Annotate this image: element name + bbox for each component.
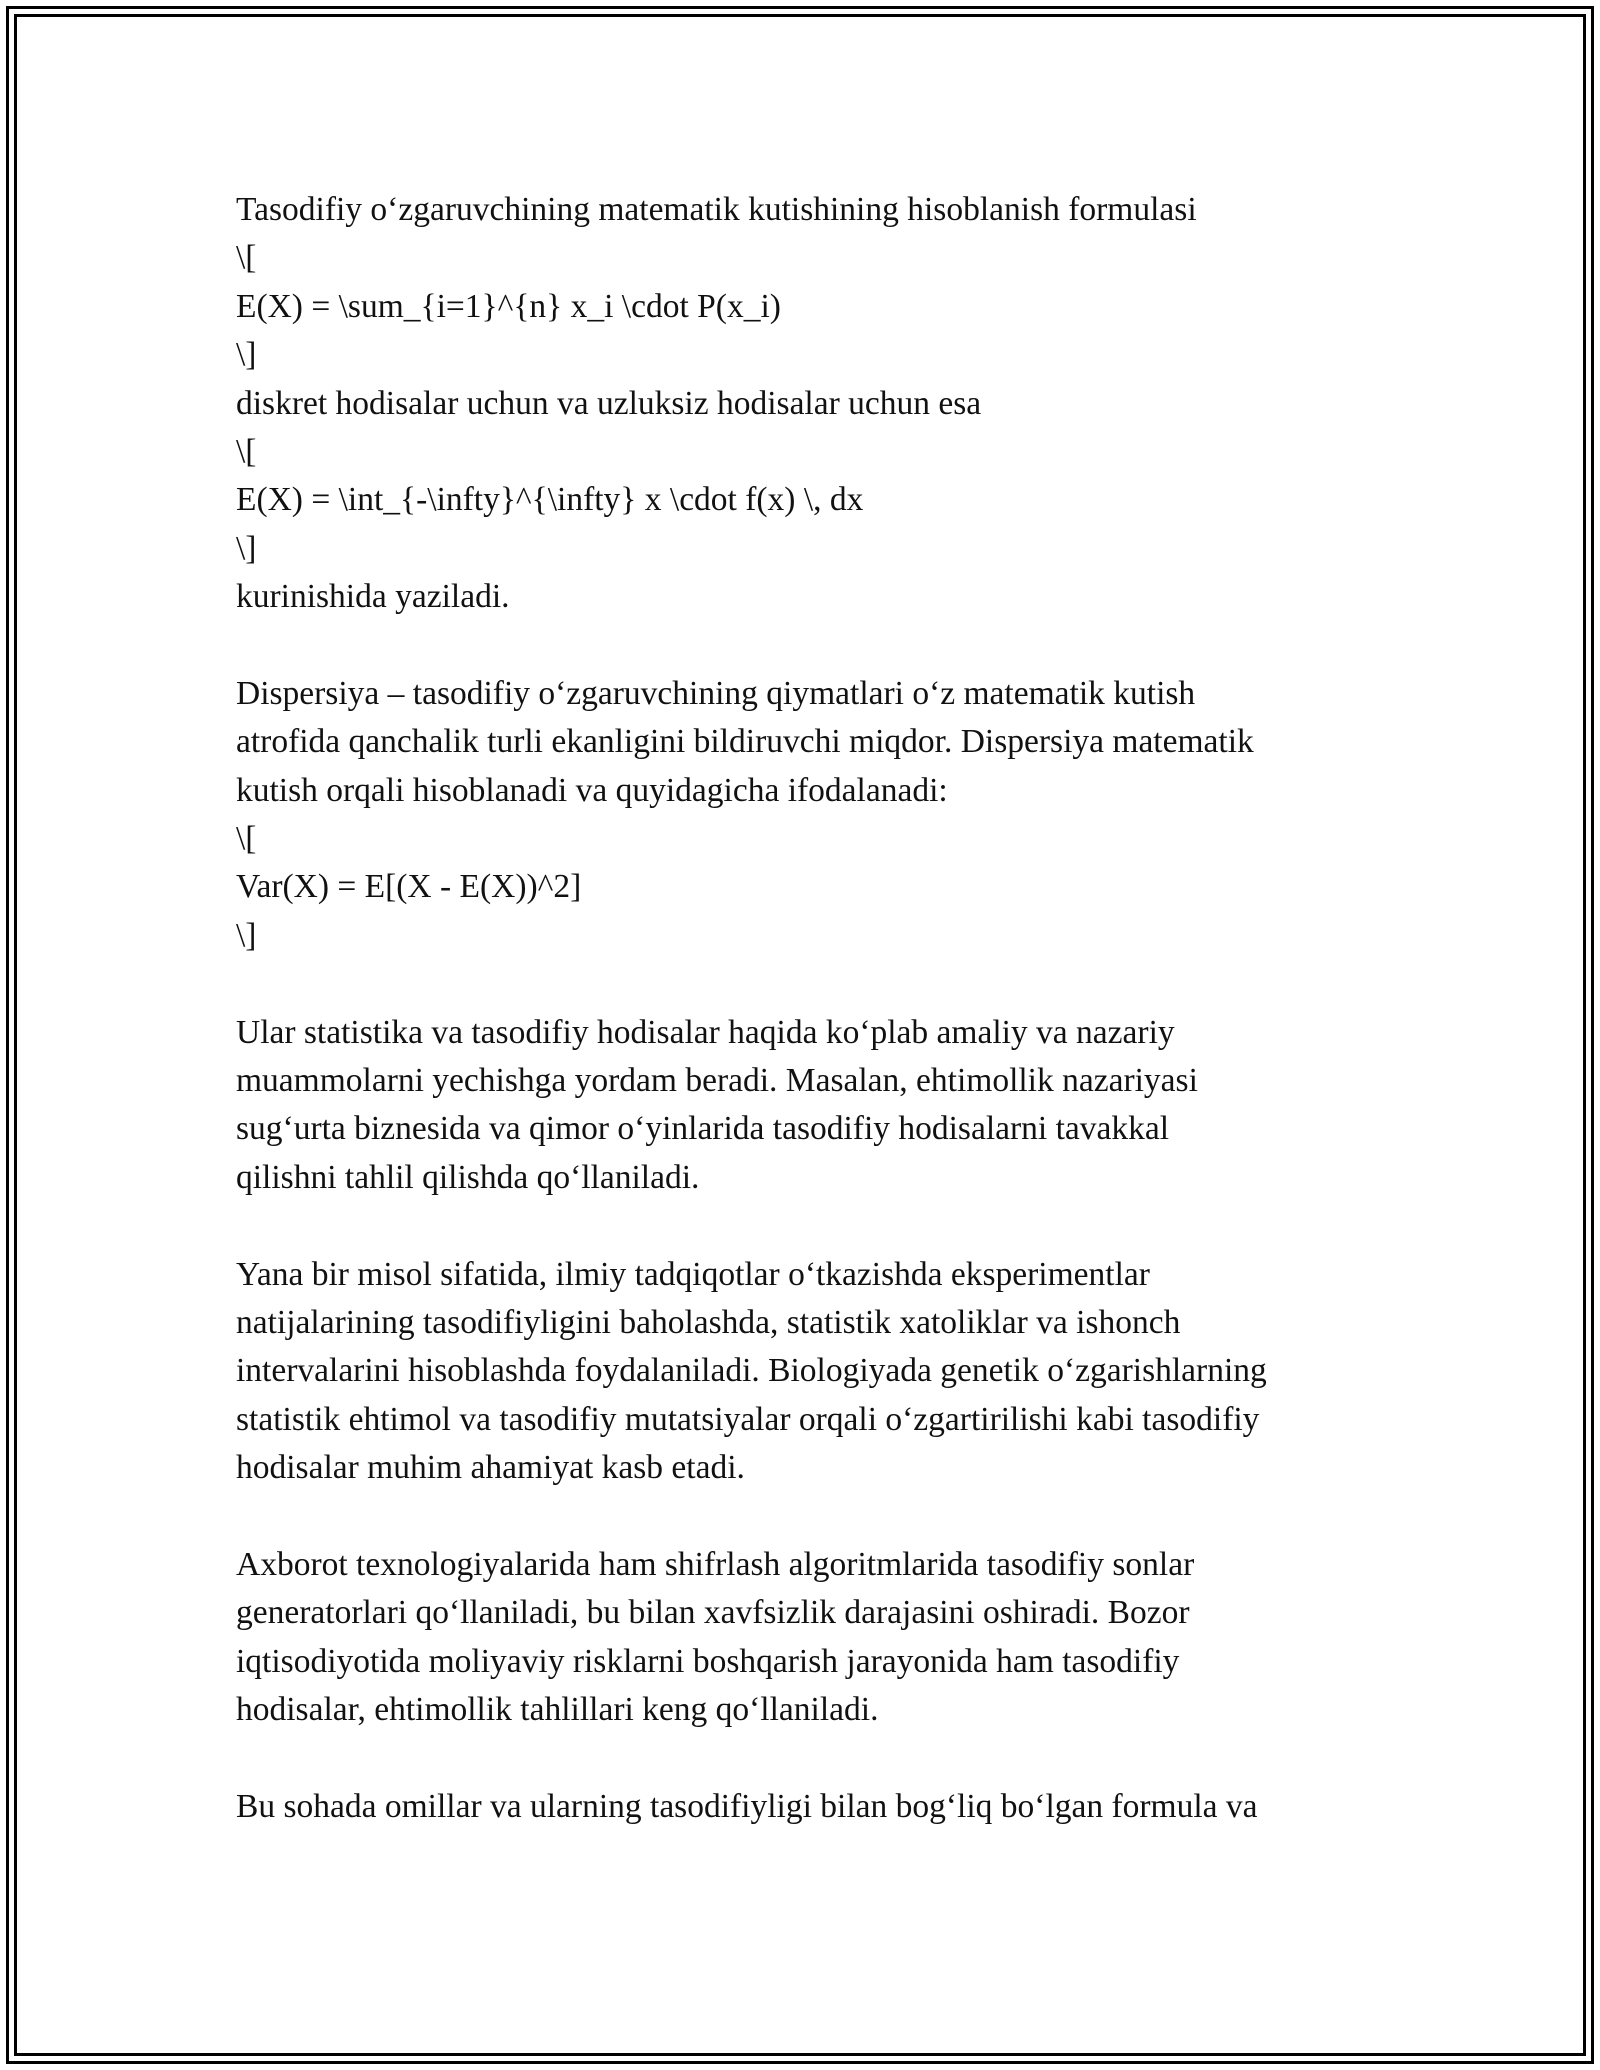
text-line: kutish orqali hisoblanadi va quyidagicha ifodalanadi: <box>236 771 948 809</box>
formula-variance: Var(X) = E[(X - E(X))^2] <box>236 868 582 906</box>
text-line: natijalarining tasodifiyligini baholashda, statistik xatoliklar va ishonch <box>236 1303 1181 1341</box>
text-line: Dispersiya – tasodifiy o‘zgaruvchining qiymatlari o‘z matematik kutish <box>236 674 1196 712</box>
text-line: intervalarini hisoblashda foydalaniladi. Biologiyada genetik o‘zgarishlarning <box>236 1352 1267 1390</box>
document-body <box>236 186 1396 1831</box>
text-line: Tasodifiy o‘zgaruvchining matematik kutishining hisoblanish formulasi <box>236 191 1197 228</box>
text-line: iqtisodiyotida moliyaviy risklarni boshqarish jarayonida ham tasodifiy <box>236 1642 1180 1680</box>
paragraph-gap <box>236 622 1396 670</box>
formula-expectation-continuous: E(X) = \int_{-\infty}^{\infty} x \cdot f(x) \, dx <box>236 481 864 519</box>
formula-open: \[ <box>236 820 257 858</box>
paragraph-gap <box>236 1202 1396 1250</box>
paragraph-gap <box>236 1493 1396 1541</box>
text-line: Axborot texnologiyalarida ham shifrlash algoritmlarida tasodifiy sonlar <box>236 1545 1195 1583</box>
formula-close: \] <box>236 336 257 374</box>
formula-close: \] <box>236 529 257 567</box>
paragraph-gap <box>236 960 1396 1008</box>
text-line: Ular statistika va tasodifiy hodisalar haqida ko‘plab amaliy va nazariy <box>236 1013 1175 1051</box>
paragraph-gap <box>236 1735 1396 1783</box>
text-line: atrofida qanchalik turli ekanligini bildiruvchi miqdor. Dispersiya matematik <box>236 723 1254 761</box>
text-line: qilishni tahlil qilishda qo‘llaniladi. <box>236 1158 700 1196</box>
text-line: hodisalar, ehtimollik tahlillari keng qo‘llaniladi. <box>236 1691 879 1729</box>
text-line: kurinishida yaziladi. <box>236 578 510 616</box>
text-line: hodisalar muhim ahamiyat kasb etadi. <box>236 1449 745 1487</box>
text-line: diskret hodisalar uchun va uzluksiz hodisalar uchun esa <box>236 384 982 422</box>
formula-expectation-discrete: E(X) = \sum_{i=1}^{n} x_i \cdot P(x_i) <box>236 287 781 325</box>
text-line: sug‘urta biznesida va qimor o‘yinlarida tasodifiy hodisalarni tavakkal <box>236 1110 1170 1148</box>
text-line: Bu sohada omillar va ularning tasodifiyligi bilan bog‘liq bo‘lgan formula va <box>236 1787 1258 1825</box>
formula-open: \[ <box>236 432 257 470</box>
text-line: generatorlari qo‘llaniladi, bu bilan xavfsizlik darajasini oshiradi. Bozor <box>236 1594 1190 1632</box>
formula-close: \] <box>236 916 257 954</box>
formula-open: \[ <box>236 239 257 277</box>
text-line: statistik ehtimol va tasodifiy mutatsiyalar orqali o‘zgartirilishi kabi tasodifiy <box>236 1400 1260 1438</box>
text-line: muammolarni yechishga yordam beradi. Masalan, ehtimollik nazariyasi <box>236 1062 1198 1100</box>
text-line: Yana bir misol sifatida, ilmiy tadqiqotlar o‘tkazishda eksperimentlar <box>236 1255 1150 1293</box>
